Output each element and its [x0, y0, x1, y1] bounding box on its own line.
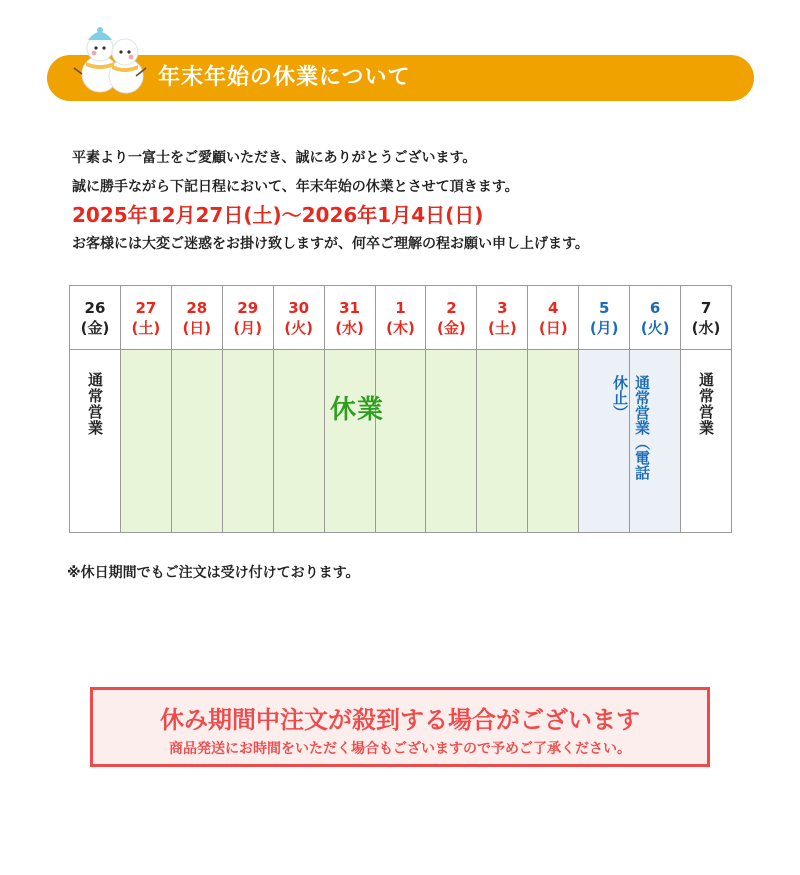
- day-weekday: (土): [487, 318, 517, 337]
- calendar-day-4: [528, 286, 579, 350]
- status-open-26: [70, 350, 121, 533]
- calendar-day-3: [477, 286, 528, 350]
- day-date: 6: [649, 298, 661, 317]
- day-date: 27: [135, 298, 157, 317]
- status-closed-cell: [273, 350, 324, 533]
- intro-line-3: お客様には大変ご迷惑をお掛け致しますが、何卒ご理解の程お願い申し上げます。: [72, 236, 589, 252]
- calendar-day-26: [70, 286, 121, 350]
- open-label: 通常営業: [85, 372, 104, 436]
- open-label: 通常営業: [697, 372, 716, 436]
- calendar-day-27: [120, 286, 171, 350]
- calendar-day-5: [579, 286, 630, 350]
- calendar-day-7: [681, 286, 732, 350]
- alert-subtitle: 商品発送にお時間をいただく場合もございますので予めご了承ください。: [169, 741, 631, 757]
- calendar-header-row: [70, 286, 732, 350]
- status-open-7: [681, 350, 732, 533]
- day-weekday: (水): [335, 318, 364, 337]
- status-closed-cell: [426, 350, 477, 533]
- status-closed-cell: [477, 350, 528, 533]
- snowman-mascot-icon: [70, 18, 154, 102]
- calendar-day-1: [375, 286, 426, 350]
- alert-box: [90, 687, 710, 767]
- day-weekday: (金): [437, 318, 466, 337]
- calendar-day-28: [171, 286, 222, 350]
- day-weekday: (水): [691, 318, 721, 337]
- calendar-day-6: [630, 286, 681, 350]
- day-date: 26: [84, 298, 106, 317]
- status-closed-cell: [375, 350, 426, 533]
- day-date: 7: [700, 298, 712, 317]
- alert-title: 休み期間中注文が殺到する場合がございます: [160, 706, 640, 734]
- intro-line-1: 平素より一富士をご愛顧いただき、誠にありがとうございます。: [72, 150, 477, 166]
- calendar-day-2: [426, 286, 477, 350]
- day-date: 5: [598, 298, 610, 317]
- day-weekday: (日): [538, 318, 568, 337]
- status-closed-cell: [171, 350, 222, 533]
- day-weekday: (月): [233, 318, 263, 337]
- intro-line-2: 誠に勝手ながら下記日程において、年末年始の休業とさせて頂きます。: [72, 179, 519, 195]
- calendar-day-31: [324, 286, 375, 350]
- status-closed-cell: [120, 350, 171, 533]
- intro-text: [72, 144, 752, 259]
- day-date: 4: [548, 298, 559, 317]
- day-date: 28: [186, 298, 208, 317]
- calendar-day-29: [222, 286, 273, 350]
- day-date: 29: [237, 298, 259, 317]
- day-weekday: (日): [182, 318, 212, 337]
- day-weekday: (火): [284, 318, 313, 337]
- day-date: 30: [288, 298, 310, 317]
- day-weekday: (木): [386, 318, 415, 337]
- day-date: 1: [395, 298, 406, 317]
- day-date: 2: [446, 298, 457, 317]
- day-weekday: (土): [131, 318, 161, 337]
- calendar-day-30: [273, 286, 324, 350]
- day-date: 3: [497, 298, 508, 317]
- day-weekday: (金): [80, 318, 110, 337]
- phone-closed-note: 通常営業（電話休止）: [611, 375, 651, 480]
- status-closed-cell: [528, 350, 579, 533]
- closed-label: 休業: [330, 395, 385, 425]
- status-closed-cell: [324, 350, 375, 533]
- day-date: 31: [339, 298, 360, 317]
- page-title: 年末年始の休業について: [158, 65, 411, 90]
- closure-dates: 2025年12月27日(土)〜2026年1月4日(日): [72, 203, 484, 227]
- day-weekday: (火): [640, 318, 670, 337]
- day-weekday: (月): [589, 318, 619, 337]
- order-note: ※休日期間でもご注文は受け付けております。: [67, 565, 360, 581]
- status-closed-cell: [222, 350, 273, 533]
